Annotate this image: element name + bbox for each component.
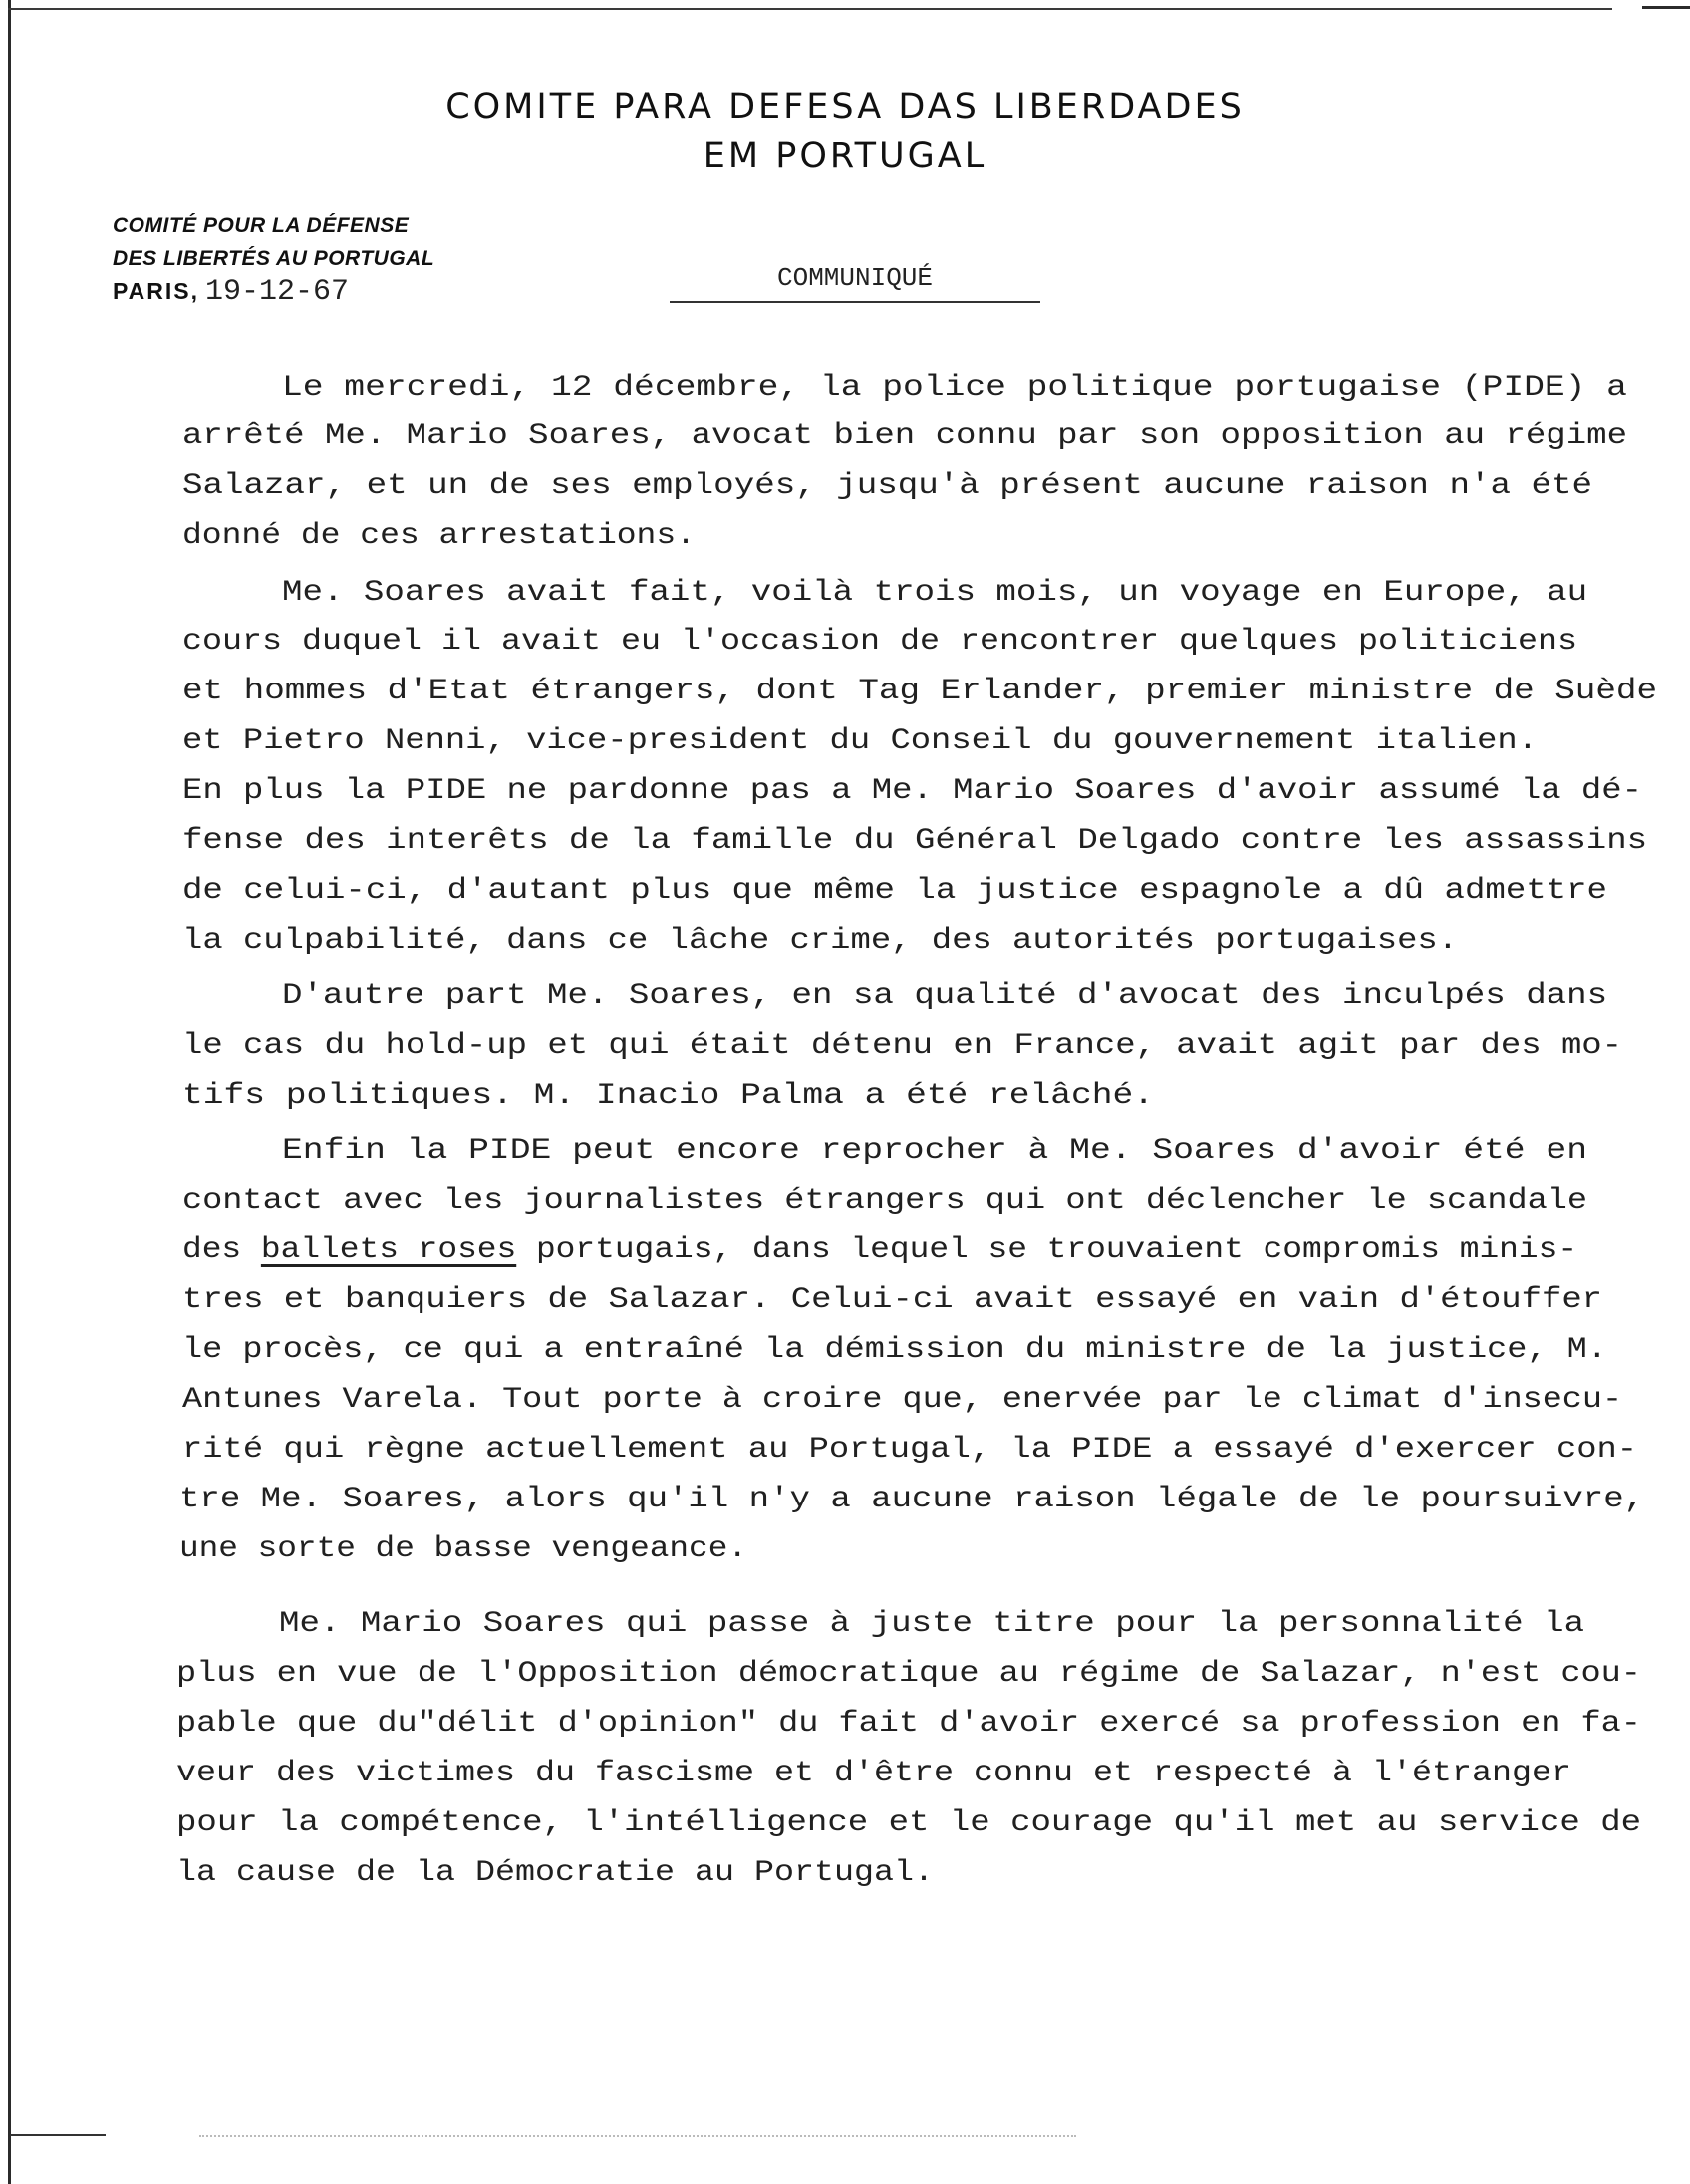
document-type-heading: COMMUNIQUÉ bbox=[776, 263, 934, 293]
body-line: arrêté Me. Mario Soares, avocat bien connu par son opposition au régime bbox=[182, 419, 1628, 453]
body-line: tifs politiques. M. Inacio Palma a été relâché. bbox=[182, 1079, 1155, 1113]
sender-line2: DES LIBERTÉS AU PORTUGAL bbox=[113, 247, 435, 270]
body-line: Salazar, et un de ses employés, jusqu'à présent aucune raison n'a été bbox=[182, 469, 1592, 503]
place-date-line bbox=[113, 275, 349, 309]
body-line: tres et banquiers de Salazar. Celui-ci avait essayé en vain d'étouffer bbox=[182, 1283, 1603, 1317]
body-line: D'autre part Me. Soares, en sa qualité d'avocat des inculpés dans bbox=[282, 979, 1608, 1013]
body-line-remainder: portugais, dans lequel se trouvaient compromis minis- bbox=[535, 1233, 1578, 1267]
body-line: Le mercredi, 12 décembre, la police politique portugaise (PIDE) a bbox=[282, 371, 1627, 405]
body-line: donné de ces arrestations. bbox=[182, 519, 696, 553]
letterhead-title-line2: EM PORTUGAL bbox=[703, 136, 987, 176]
underlined-phrase: ballets roses bbox=[260, 1233, 517, 1267]
page-edge-left bbox=[8, 0, 11, 2184]
body-line: et Pietro Nenni, vice-president du Conseil du gouvernement italien. bbox=[182, 724, 1538, 758]
body-line: la culpabilité, dans ce lâche crime, des autorités portugaises. bbox=[182, 924, 1459, 957]
body-line: pable que du"délit d'opinion" du fait d'avoir exercé sa profession en fa- bbox=[176, 1707, 1641, 1741]
body-line: une sorte de basse vengeance. bbox=[179, 1532, 748, 1566]
date-value: 19-12-67 bbox=[204, 275, 350, 309]
page-edge-top bbox=[8, 8, 1612, 10]
body-line: de celui-ci, d'autant plus que même la justice espagnole a dû admettre bbox=[182, 874, 1607, 908]
body-line: Antunes Varela. Tout porte à croire que, enervée par le climat d'insecu- bbox=[182, 1383, 1623, 1417]
body-line: Enfin la PIDE peut encore reprocher à Me. Soares d'avoir été en bbox=[282, 1134, 1587, 1168]
body-line: plus en vue de l'Opposition démocratique au régime de Salazar, n'est cou- bbox=[176, 1657, 1641, 1691]
body-line: contact avec les journalistes étrangers qui ont déclencher le scandale bbox=[182, 1184, 1588, 1218]
letterhead-title bbox=[0, 82, 1690, 181]
sender-line1: COMITÉ POUR LA DÉFENSE bbox=[113, 214, 410, 237]
city-label: PARIS, bbox=[113, 278, 199, 304]
heading-underline bbox=[670, 301, 1040, 303]
body-line: cours duquel il avait eu l'occasion de rencontrer quelques politiciens bbox=[182, 625, 1577, 659]
body-line: En plus la PIDE ne pardonne pas a Me. Mario Soares d'avoir assumé la dé- bbox=[182, 774, 1642, 808]
body-line: fense des interêts de la famille du Général Delgado contre les assassins bbox=[182, 824, 1648, 858]
body-line: et hommes d'Etat étrangers, dont Tag Erlander, premier ministre de Suède bbox=[182, 675, 1658, 708]
underline-prefix: des bbox=[182, 1233, 261, 1267]
sender-block bbox=[113, 209, 434, 275]
body-line: la cause de la Démocratie au Portugal. bbox=[176, 1856, 934, 1890]
body-line-with-underline bbox=[182, 1230, 1577, 1270]
footer-dotted-rule bbox=[199, 2135, 1076, 2137]
body-line: le procès, ce qui a entraîné la démission du ministre de la justice, M. bbox=[182, 1333, 1607, 1367]
body-line: Me. Mario Soares qui passe à juste titre pour la personnalité la bbox=[279, 1607, 1585, 1641]
body-line: le cas du hold-up et qui était détenu en France, avait agit par des mo- bbox=[182, 1029, 1623, 1063]
body-line: veur des victimes du fascisme et d'être connu et respecté à l'étranger bbox=[176, 1757, 1571, 1790]
letterhead-title-line1: COMITE PARA DEFESA DAS LIBERDADES bbox=[445, 87, 1245, 127]
body-line: Me. Soares avait fait, voilà trois mois, un voyage en Europe, au bbox=[282, 576, 1588, 610]
body-line: tre Me. Soares, alors qu'il n'y a aucune raison légale de le poursuivre, bbox=[179, 1483, 1645, 1516]
corner-mark bbox=[1642, 6, 1690, 9]
footer-rule bbox=[10, 2134, 106, 2136]
body-line: rité qui règne actuellement au Portugal, la PIDE a essayé d'exercer con- bbox=[182, 1433, 1638, 1467]
body-line: pour la compétence, l'intélligence et le courage qu'il met au service de bbox=[176, 1806, 1642, 1840]
